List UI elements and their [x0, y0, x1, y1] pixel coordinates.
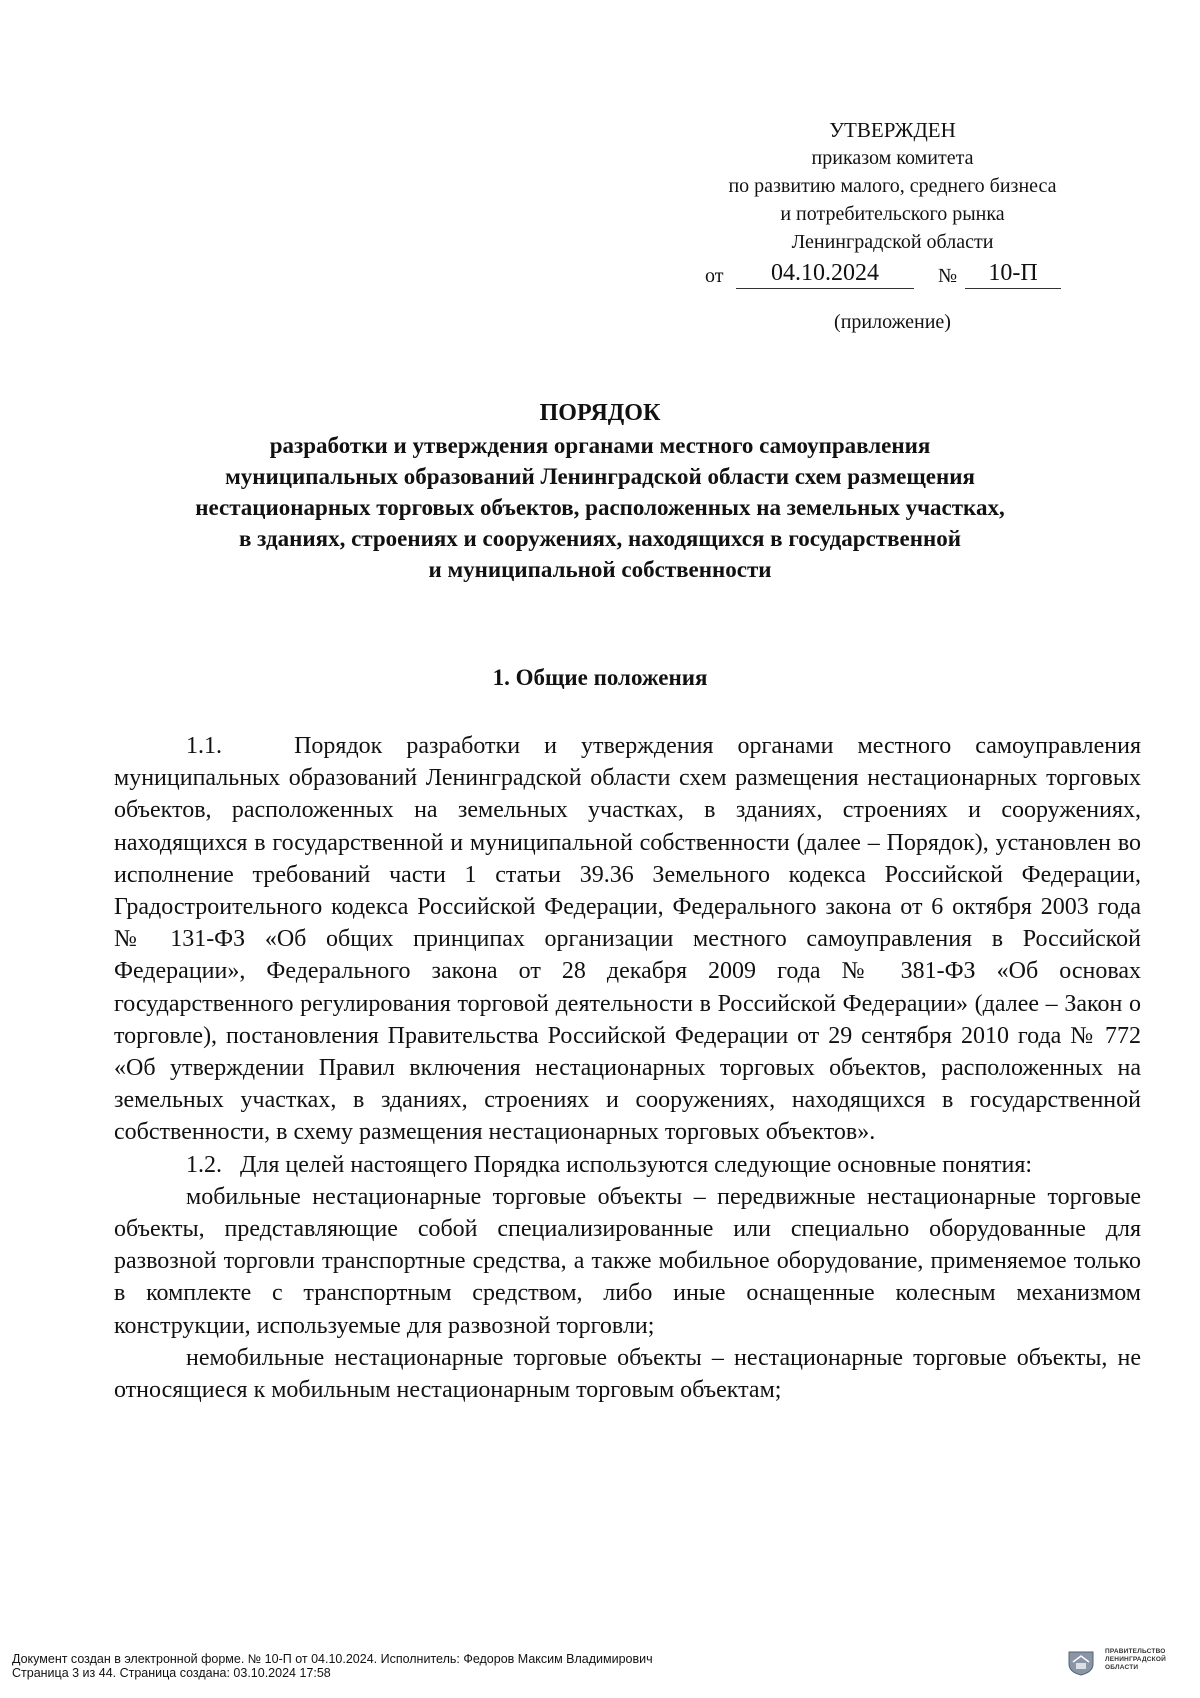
approval-title: УТВЕРЖДЕН — [829, 118, 956, 142]
document-title-main: ПОРЯДОК — [539, 400, 661, 426]
number-label: № — [938, 265, 958, 287]
approval-line: по развитию малого, среднего бизнеса — [728, 175, 1057, 197]
coat-of-arms-icon — [1067, 1650, 1095, 1676]
section-heading: 1. Общие положения — [492, 665, 708, 690]
document-title-line: нестационарных торговых объектов, расположенных на земельных участках, — [195, 495, 1005, 520]
from-label: от — [705, 265, 724, 287]
order-number: 10-П — [965, 258, 1061, 289]
approval-line: Ленинградской области — [791, 231, 994, 253]
appendix-label: (приложение) — [834, 311, 951, 333]
page-footer — [12, 1652, 653, 1680]
logo-text-line: ПРАВИТЕЛЬСТВО — [1105, 1648, 1166, 1655]
document-title-line: муниципальных образований Ленинградской области схем размещения — [225, 464, 975, 489]
government-logo — [1067, 1647, 1185, 1687]
paragraph: 1.1. Порядок разработки и утверждения органами местного самоуправления муниципальных образований Ленинградской области схем размещения нестационарных торговых объектов, расположенных на земельных участках, в зданиях, строениях и сооружениях, находящихся в государственной и муниципальной собственности (далее – Порядок), установлен во исполнение требований части 1 статьи 39.36 Земельного кодекса Российской Федерации, Градостроительного кодекса Российской Федерации, Федерального закона от 6 октября 2003 года № 131-ФЗ «Об общих принципах организации местного самоуправления в Российской Федерации», Федерального закона от 28 декабря 2009 года № 381-ФЗ «Об основах государственного регулирования торговой деятельности в Российской Федерации» (далее – Закон о торговле), постановления Правительства Российской Федерации от 29 сентября 2010 года № 772 «Об утверждении Правил включения нестационарных торговых объектов, расположенных на земельных участках, в зданиях, строениях и сооружениях, находящихся в государственной собственности, в схему размещения нестационарных торговых объектов». — [114, 733, 1141, 1146]
document-title — [110, 398, 1090, 585]
paragraph: 1.2. Для целей настоящего Порядка используются следующие основные понятия: — [186, 1151, 1033, 1178]
approval-block — [675, 116, 1110, 336]
document-title-line: в зданиях, строениях и сооружениях, находящихся в государственной — [238, 526, 961, 551]
paragraph: немобильные нестационарные торговые объекты – нестационарные торговые объекты, не относящиеся к мобильным нестационарным торговым объектам; — [114, 1344, 1141, 1404]
logo-text-line: ЛЕНИНГРАДСКОЙ — [1105, 1656, 1166, 1663]
section-body — [114, 730, 1141, 1406]
document-title-line: разработки и утверждения органами местного самоуправления — [269, 433, 931, 458]
document-title-line: и муниципальной собственности — [428, 557, 772, 582]
footer-line: Документ создан в электронной форме. № 10-П от 04.10.2024. Исполнитель: Федоров Максим Владимирович — [12, 1652, 653, 1666]
logo-text-line: ОБЛАСТИ — [1105, 1664, 1139, 1671]
paragraph: мобильные нестационарные торговые объекты – передвижные нестационарные торговые объекты, представляющие собой специализированные или специально оборудованные для развозной торговли транспортные средства, а также мобильное оборудование, применяемое только в комплекте с транспортным средством, либо иные оснащенные колесным механизмом конструкции, используемые для развозной торговли; — [114, 1183, 1141, 1339]
order-date: 04.10.2024 — [736, 258, 914, 289]
approval-line: приказом комитета — [811, 147, 974, 169]
approval-line: и потребительского рынка — [780, 203, 1005, 225]
order-reference — [675, 258, 1110, 292]
footer-line: Страница 3 из 44. Страница создана: 03.10.2024 17:58 — [12, 1666, 331, 1680]
